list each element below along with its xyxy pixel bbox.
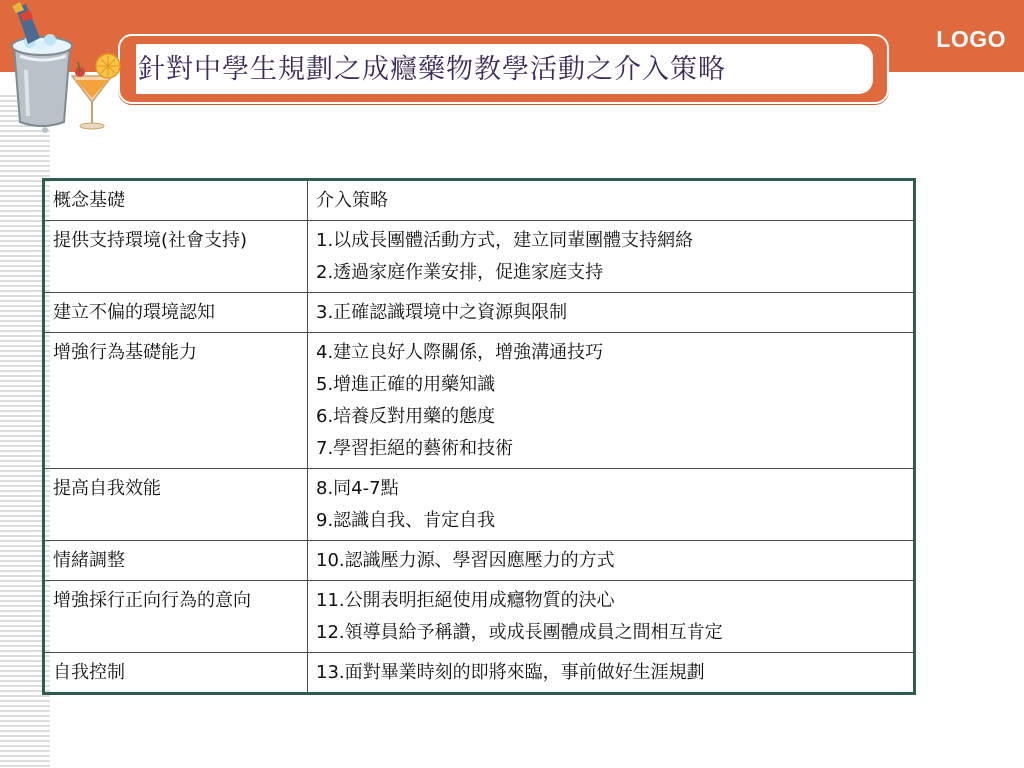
table-row bbox=[44, 221, 915, 293]
logo: LOGO bbox=[936, 26, 1006, 52]
strategy-item: 12.領導員給予稱讚，或成長團體成員之間相互肯定 bbox=[316, 622, 723, 643]
column-header-strategy: 介入策略 bbox=[308, 180, 915, 221]
table-row bbox=[44, 333, 915, 469]
strategy-cell bbox=[308, 581, 915, 653]
party-illustration bbox=[0, 0, 140, 140]
column-header-concept: 概念基礎 bbox=[44, 180, 308, 221]
concept-cell: 提供支持環境(社會支持) bbox=[44, 221, 308, 293]
title-panel bbox=[118, 34, 889, 104]
strategy-item: 8.同4-7點 bbox=[316, 478, 399, 499]
table-row bbox=[44, 293, 915, 333]
strategy-cell bbox=[308, 541, 915, 581]
strategy-cell bbox=[308, 333, 915, 469]
strategy-item: 6.培養反對用藥的態度 bbox=[316, 406, 496, 427]
table-header-row bbox=[44, 180, 915, 221]
concept-cell: 情緒調整 bbox=[44, 541, 308, 581]
strategy-item: 1.以成長團體活動方式，建立同輩團體支持網絡 bbox=[316, 230, 694, 251]
strategy-item: 2.透過家庭作業安排，促進家庭支持 bbox=[316, 262, 604, 283]
table-row bbox=[44, 541, 915, 581]
concept-cell: 建立不偏的環境認知 bbox=[44, 293, 308, 333]
strategy-item: 10.認識壓力源、學習因應壓力的方式 bbox=[316, 550, 615, 571]
concept-cell: 提高自我效能 bbox=[44, 469, 308, 541]
strategy-cell bbox=[308, 469, 915, 541]
champagne-bottle-icon bbox=[12, 2, 40, 44]
strategy-cell bbox=[308, 653, 915, 694]
concept-cell: 自我控制 bbox=[44, 653, 308, 694]
strategy-item: 9.認識自我、肯定自我 bbox=[316, 510, 496, 531]
page-title: 針對中學生規劃之成癮藥物教學活動之介入策略 bbox=[138, 54, 726, 85]
cocktail-glass-icon bbox=[72, 54, 120, 129]
strategy-item: 7.學習拒絕的藝術和技術 bbox=[316, 438, 514, 459]
concept-cell: 增強行為基礎能力 bbox=[44, 333, 308, 469]
strategy-item: 5.增進正確的用藥知識 bbox=[316, 374, 496, 395]
strategy-cell bbox=[308, 221, 915, 293]
ice-bucket-icon bbox=[12, 34, 72, 133]
strategy-item: 4.建立良好人際關係，增強溝通技巧 bbox=[316, 342, 604, 363]
strategy-item: 11.公開表明拒絕使用成癮物質的決心 bbox=[316, 590, 615, 611]
strategy-item: 3.正確認識環境中之資源與限制 bbox=[316, 302, 568, 323]
concept-cell: 增強採行正向行為的意向 bbox=[44, 581, 308, 653]
strategy-item: 13.面對畢業時刻的即將來臨，事前做好生涯規劃 bbox=[316, 662, 705, 683]
table-row bbox=[44, 581, 915, 653]
strategy-cell bbox=[308, 293, 915, 333]
table-row bbox=[44, 469, 915, 541]
table-row bbox=[44, 653, 915, 694]
strategy-table bbox=[42, 178, 916, 695]
